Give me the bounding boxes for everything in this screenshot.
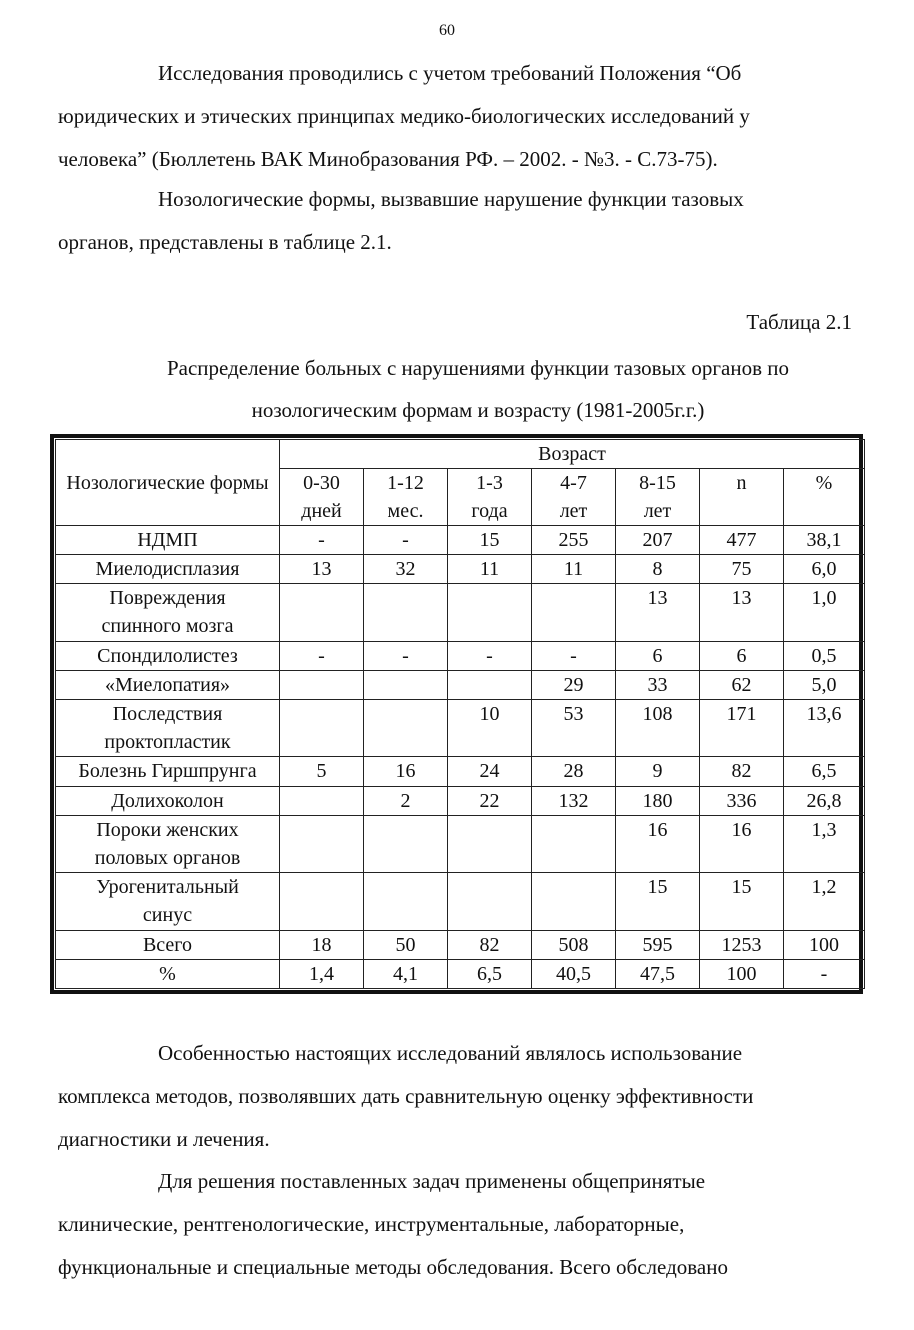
row-name (56, 584, 280, 641)
table-cell: 16 (616, 815, 700, 872)
column-header-line: дней (301, 500, 342, 522)
table-cell: 40,5 (532, 959, 616, 988)
group-header: Возраст (280, 440, 865, 469)
column-header (784, 469, 865, 526)
table-cell: 207 (616, 526, 700, 555)
table-cell (532, 815, 616, 872)
table-cell: 26,8 (784, 786, 865, 815)
paragraph-methods-applied (58, 1160, 854, 1289)
text-line: Нозологические формы, вызвавшие нарушение функции тазовых (158, 187, 744, 211)
table-cell: 1,4 (280, 959, 364, 988)
table-cell (448, 815, 532, 872)
row-name (56, 700, 280, 757)
column-header-line: года (471, 500, 508, 522)
column-header-line: 8-15 (639, 472, 676, 494)
row-name-line: Повреждения (109, 587, 226, 610)
column-header-line: лет (643, 500, 672, 522)
row-name-line: спинного мозга (101, 615, 234, 638)
table-cell: 6,5 (448, 959, 532, 988)
table-cell: 50 (364, 930, 448, 959)
table-cell: 16 (364, 757, 448, 786)
table-cell: 13 (280, 555, 364, 584)
table-title (58, 347, 898, 431)
row-header: Нозологические формы (56, 440, 280, 526)
table-cell: - (364, 641, 448, 670)
data-table (55, 439, 865, 989)
row-name-line: синус (142, 904, 193, 927)
table-cell: 1,0 (784, 584, 865, 641)
table-caption: Таблица 2.1 (746, 310, 852, 334)
column-header (448, 469, 532, 526)
table-cell: 62 (700, 670, 784, 699)
table-cell: - (364, 526, 448, 555)
table-cell: 29 (532, 670, 616, 699)
table-row (56, 641, 865, 670)
row-name-line: половых органов (94, 846, 241, 869)
table-cell: 477 (700, 526, 784, 555)
row-name-line: «Миелопатия» (104, 673, 231, 696)
table-cell: 33 (616, 670, 700, 699)
text-line: Исследования проводились с учетом требований Положения “Об (158, 61, 742, 85)
table-cell (280, 700, 364, 757)
table-row (56, 815, 865, 872)
text-line: комплекса методов, позволявших дать сравнительную оценку эффективности (58, 1084, 754, 1108)
table-row (56, 757, 865, 786)
table-cell (364, 700, 448, 757)
row-name (56, 641, 280, 670)
row-name (56, 555, 280, 584)
row-name (56, 959, 280, 988)
table-row (56, 930, 865, 959)
column-header-line: n (736, 472, 747, 494)
table-cell: 180 (616, 786, 700, 815)
table-cell: 2 (364, 786, 448, 815)
table-cell: 1,2 (784, 873, 865, 930)
table-cell: 100 (784, 930, 865, 959)
table-row (56, 526, 865, 555)
column-header (616, 469, 700, 526)
table-row (56, 786, 865, 815)
column-header-line: 1-12 (387, 472, 424, 494)
table-row (56, 873, 865, 930)
row-name (56, 757, 280, 786)
column-header-line: % (815, 472, 833, 494)
paragraph-research-regulations (58, 52, 854, 181)
table-cell: 13 (616, 584, 700, 641)
table-cell: 15 (448, 526, 532, 555)
table-cell: 11 (532, 555, 616, 584)
table-cell: - (280, 641, 364, 670)
data-table-frame (50, 434, 863, 994)
table-cell: 24 (448, 757, 532, 786)
table-cell: - (532, 641, 616, 670)
table-cell: 82 (700, 757, 784, 786)
table-cell: - (448, 641, 532, 670)
table-cell: 75 (700, 555, 784, 584)
table-cell (364, 670, 448, 699)
table-cell: 1253 (700, 930, 784, 959)
table-cell: - (784, 959, 865, 988)
table-row (56, 670, 865, 699)
table-cell: 15 (700, 873, 784, 930)
table-row (56, 700, 865, 757)
table-cell (364, 584, 448, 641)
table-row (56, 555, 865, 584)
table-cell: 5 (280, 757, 364, 786)
table-cell (448, 670, 532, 699)
table-title-line: нозологическим формам и возрасту (1981-2005г.г.) (251, 398, 705, 422)
row-name (56, 526, 280, 555)
table-cell (448, 584, 532, 641)
table-cell (448, 873, 532, 930)
table-cell: 16 (700, 815, 784, 872)
row-name (56, 930, 280, 959)
table-cell (280, 786, 364, 815)
table-cell: 132 (532, 786, 616, 815)
table-cell (280, 584, 364, 641)
table-cell: 6 (616, 641, 700, 670)
column-header (700, 469, 784, 526)
row-name-line: проктопластик (104, 731, 231, 754)
row-name-line: Урогенитальный (96, 876, 239, 899)
table-cell: 0,5 (784, 641, 865, 670)
text-line: органов, представлены в таблице 2.1. (58, 230, 392, 254)
table-cell: 22 (448, 786, 532, 815)
page-number: 60 (439, 22, 455, 39)
table-row (56, 959, 865, 988)
table-cell: 4,1 (364, 959, 448, 988)
text-line: человека” (Бюллетень ВАК Минобразования РФ. – 2002. - №3. - С.73-75). (58, 147, 718, 171)
text-line: юридических и этических принципах медико-биологических исследований у (58, 104, 750, 128)
table-cell: 336 (700, 786, 784, 815)
row-name-line: Долихоколон (111, 789, 224, 812)
row-name-line: НДМП (137, 529, 198, 551)
table-cell: 171 (700, 700, 784, 757)
table-title-line: Распределение больных с нарушениями функции тазовых органов по (166, 356, 790, 380)
column-header (280, 469, 364, 526)
table-cell: 32 (364, 555, 448, 584)
table-cell (364, 873, 448, 930)
row-name-line: Последствия (112, 703, 223, 726)
table-cell: 18 (280, 930, 364, 959)
table-cell: 28 (532, 757, 616, 786)
table-cell: 47,5 (616, 959, 700, 988)
table-cell (532, 873, 616, 930)
row-name-line: Пороки женских (96, 818, 239, 841)
row-name-line: Всего (142, 933, 193, 956)
table-cell: 6,5 (784, 757, 865, 786)
table-cell: 5,0 (784, 670, 865, 699)
table-cell: 6,0 (784, 555, 865, 584)
column-header (532, 469, 616, 526)
column-header-line: 4-7 (560, 472, 587, 494)
column-header-line: лет (559, 500, 588, 522)
row-name-line: Миелодисплазия (95, 558, 240, 581)
paragraph-methods-complex (58, 1032, 854, 1161)
table-cell: 9 (616, 757, 700, 786)
column-header-line: 1-3 (476, 472, 503, 494)
table-cell (532, 584, 616, 641)
table-cell: 8 (616, 555, 700, 584)
text-line: клинические, рентгенологические, инструментальные, лабораторные, (58, 1212, 685, 1236)
text-line: диагностики и лечения. (58, 1127, 270, 1151)
row-name (56, 786, 280, 815)
table-cell: 82 (448, 930, 532, 959)
text-line: функциональные и специальные методы обследования. Всего обследовано (58, 1255, 728, 1279)
table-cell: 255 (532, 526, 616, 555)
table-cell (280, 815, 364, 872)
table-cell (280, 670, 364, 699)
table-cell: 100 (700, 959, 784, 988)
table-cell: 10 (448, 700, 532, 757)
table-cell: 15 (616, 873, 700, 930)
table-cell (364, 815, 448, 872)
row-name (56, 815, 280, 872)
paragraph-nosological-forms (58, 178, 854, 264)
row-name (56, 873, 280, 930)
table-cell: 508 (532, 930, 616, 959)
table-cell: - (280, 526, 364, 555)
table-cell: 1,3 (784, 815, 865, 872)
text-line: Для решения поставленных задач применены общепринятые (158, 1169, 706, 1193)
column-header-line: мес. (387, 500, 424, 522)
text-line: Особенностью настоящих исследований являлось использование (158, 1041, 743, 1065)
column-header-line: 0-30 (303, 472, 340, 494)
row-name (56, 670, 280, 699)
table-cell: 13 (700, 584, 784, 641)
table-cell: 13,6 (784, 700, 865, 757)
table-cell: 38,1 (784, 526, 865, 555)
table-cell: 595 (616, 930, 700, 959)
table-cell: 11 (448, 555, 532, 584)
row-name-line: Спондилолистез (97, 644, 238, 667)
table-cell: 6 (700, 641, 784, 670)
row-name-line: Болезнь Гиршпрунга (78, 760, 257, 783)
table-cell (280, 873, 364, 930)
column-header (364, 469, 448, 526)
row-name-line: % (159, 962, 176, 985)
table-cell: 53 (532, 700, 616, 757)
table-row (56, 584, 865, 641)
table-cell: 108 (616, 700, 700, 757)
